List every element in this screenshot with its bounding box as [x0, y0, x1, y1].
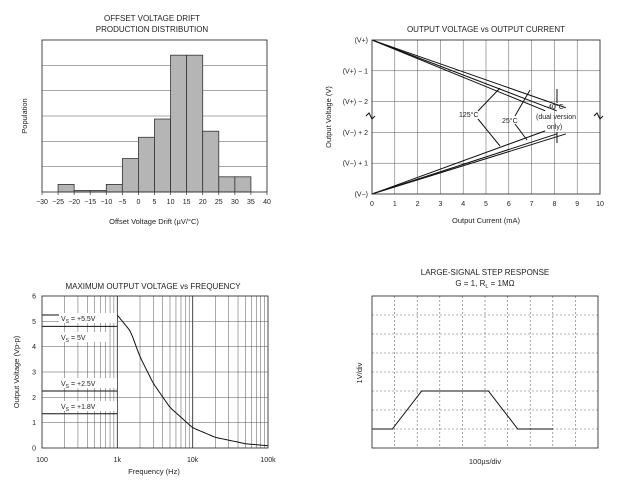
histogram-x-tick-label: 25: [214, 199, 223, 206]
vout-iout-y-axis-label: Output Voltage (V): [324, 86, 333, 148]
histogram-x-tick-label: −5: [118, 199, 127, 206]
vout-iout-x-tick-label: 7: [529, 201, 534, 208]
vout-freq-x-axis-label: Frequency (Hz): [128, 467, 180, 476]
vout-freq-y-tick-label: 0: [32, 445, 36, 453]
label-vs-2p5: [59, 378, 117, 390]
vout-iout-y-tick-labels: [343, 38, 368, 199]
vout-freq-y-tick-label: 6: [32, 293, 36, 301]
vout-vs-iout-chart: [324, 25, 604, 225]
histogram-chart: [20, 14, 271, 226]
histogram-x-tick-label: −10: [100, 199, 113, 206]
histogram-x-tick-label: −15: [84, 199, 97, 206]
vout-iout-x-tick-label: 8: [552, 201, 557, 208]
vout-iout-curve-bottom: [372, 131, 545, 194]
vout-freq-y-tick-label: 1: [32, 420, 36, 428]
vout-iout-x-tick-label: 0: [370, 201, 374, 208]
vout-freq-y-tick-label: 4: [32, 344, 36, 352]
histogram-bar: [187, 55, 203, 192]
histogram-x-tick-label: 10: [166, 199, 175, 206]
annotation-125c: 125°C: [459, 112, 479, 119]
svg-text:VS = +1.8V: $V_S = +1.8V$: [61, 404, 96, 413]
vout-iout-y-tick-label: (V+): [354, 37, 368, 45]
leader-25c-top: [515, 90, 530, 116]
vout-iout-x-tick-label: 2: [415, 201, 420, 208]
vout-iout-x-tick-label: 10: [596, 201, 604, 208]
histogram-bar: [171, 55, 187, 192]
right-axis-break-mark: [594, 113, 603, 119]
label-vs-1p8: [59, 401, 117, 413]
vout-iout-y-tick-label: (V+) − 2: [342, 99, 368, 107]
label-vs-5p5: [59, 313, 117, 325]
svg-text:VS = +5.5V: $V_S = +5.5V$: [61, 316, 96, 325]
vout-iout-x-tick-label: 5: [484, 201, 488, 208]
vout-freq-y-tick-label: 3: [32, 369, 36, 377]
histogram-x-tick-label: 30: [230, 199, 239, 206]
vout-iout-y-tick-label: (V−) + 1: [342, 160, 368, 168]
histogram-x-tick-label: 0: [136, 199, 141, 206]
vout-vs-frequency-chart: [12, 282, 276, 476]
svg-text:VS = +2.5V: $V_S = +2.5V$: [61, 381, 96, 390]
histogram-x-tick-labels: [36, 192, 271, 206]
svg-text:VS = 5V: $V_S = 5V$: [61, 335, 86, 344]
step-response-chart: [355, 268, 598, 466]
histogram-x-tick-label: −25: [52, 199, 65, 206]
histogram-bar: [106, 184, 122, 192]
leader-25c-bottom: [515, 124, 527, 140]
annotation-minus40c: −40°C: [544, 104, 564, 111]
step-response-subtitle: G = 1, $R_L = 1M\Omega$: [455, 279, 515, 290]
histogram-x-tick-label: 40: [263, 199, 271, 206]
annotation-dual-version: (dual version: [536, 114, 577, 121]
vout-iout-y-tick-label: (V−) + 2: [342, 129, 368, 137]
vout-iout-curve-top: [372, 40, 566, 108]
left-axis-break-mark: [366, 113, 375, 119]
step-response-gridlines: [372, 296, 598, 448]
vout-iout-y-tick-label: (V−): [354, 191, 368, 199]
leader-125c-top: [478, 88, 500, 111]
vout-freq-y-tick-label: 5: [32, 318, 36, 326]
histogram-y-axis-label: Population: [20, 98, 29, 134]
histogram-bar: [155, 119, 171, 192]
vout-iout-x-axis-label: Output Current (mA): [452, 216, 520, 225]
vout-iout-x-tick-labels: [370, 201, 604, 208]
histogram-x-tick-label: 15: [182, 199, 191, 206]
histogram-bar: [235, 177, 251, 192]
step-response-y-axis-label: 1V/div: [355, 362, 364, 384]
histogram-x-tick-label: −20: [68, 199, 81, 206]
histogram-bar: [58, 184, 74, 192]
histogram-bar: [122, 159, 138, 192]
vout-iout-title: OUTPUT VOLTAGE vs OUTPUT CURRENT: [406, 25, 566, 34]
vout-iout-y-tick-label: (V+) − 1: [342, 68, 368, 76]
label-vs-5: [59, 332, 109, 344]
step-response-title: LARGE-SIGNAL STEP RESPONSE: [420, 268, 550, 277]
vout-freq-title: MAXIMUM OUTPUT VOLTAGE vs FREQUENCY: [65, 282, 241, 291]
annotation-only: only): [547, 124, 563, 131]
histogram-x-tick-label: −30: [36, 199, 48, 206]
histogram-bar: [219, 177, 235, 192]
histogram-bar: [203, 131, 219, 192]
histogram-title: OFFSET VOLTAGE DRIFT: [103, 14, 201, 23]
histogram-bars: [58, 55, 251, 192]
vout-freq-x-tick-label: 10k: [187, 457, 199, 464]
vout-iout-x-tick-label: 6: [506, 201, 511, 208]
vout-freq-y-tick-labels: [32, 294, 36, 453]
vout-freq-x-tick-labels: [36, 457, 276, 464]
vout-freq-y-axis-label: Output Voltage (Vp-p): [12, 335, 21, 409]
vout-iout-x-tick-label: 3: [438, 201, 443, 208]
vout-freq-x-tick-label: 1k: [113, 457, 122, 464]
histogram-x-tick-label: 20: [198, 199, 207, 206]
vout-iout-x-tick-label: 4: [461, 201, 466, 208]
histogram-x-tick-label: 35: [247, 199, 255, 206]
vout-freq-x-tick-label: 100: [36, 457, 48, 464]
vout-iout-x-tick-label: 9: [575, 201, 580, 208]
histogram-bar: [138, 137, 154, 192]
vout-iout-curve-top: [372, 40, 557, 111]
histogram-x-axis-label: Offset Voltage Drift (µV/°C): [109, 217, 199, 226]
step-response-x-axis-label: 100µs/div: [468, 457, 502, 466]
vout-freq-y-tick-label: 2: [32, 394, 36, 402]
annotation-25c: 25°C: [502, 118, 518, 125]
histogram-x-tick-label: 5: [152, 199, 157, 206]
vout-iout-x-tick-label: 1: [392, 201, 397, 208]
vout-iout-curve-bottom: [372, 134, 566, 194]
vout-freq-x-tick-label: 100k: [260, 457, 276, 464]
vout-iout-curve-top: [372, 40, 545, 111]
histogram-subtitle: PRODUCTION DISTRIBUTION: [95, 25, 209, 34]
